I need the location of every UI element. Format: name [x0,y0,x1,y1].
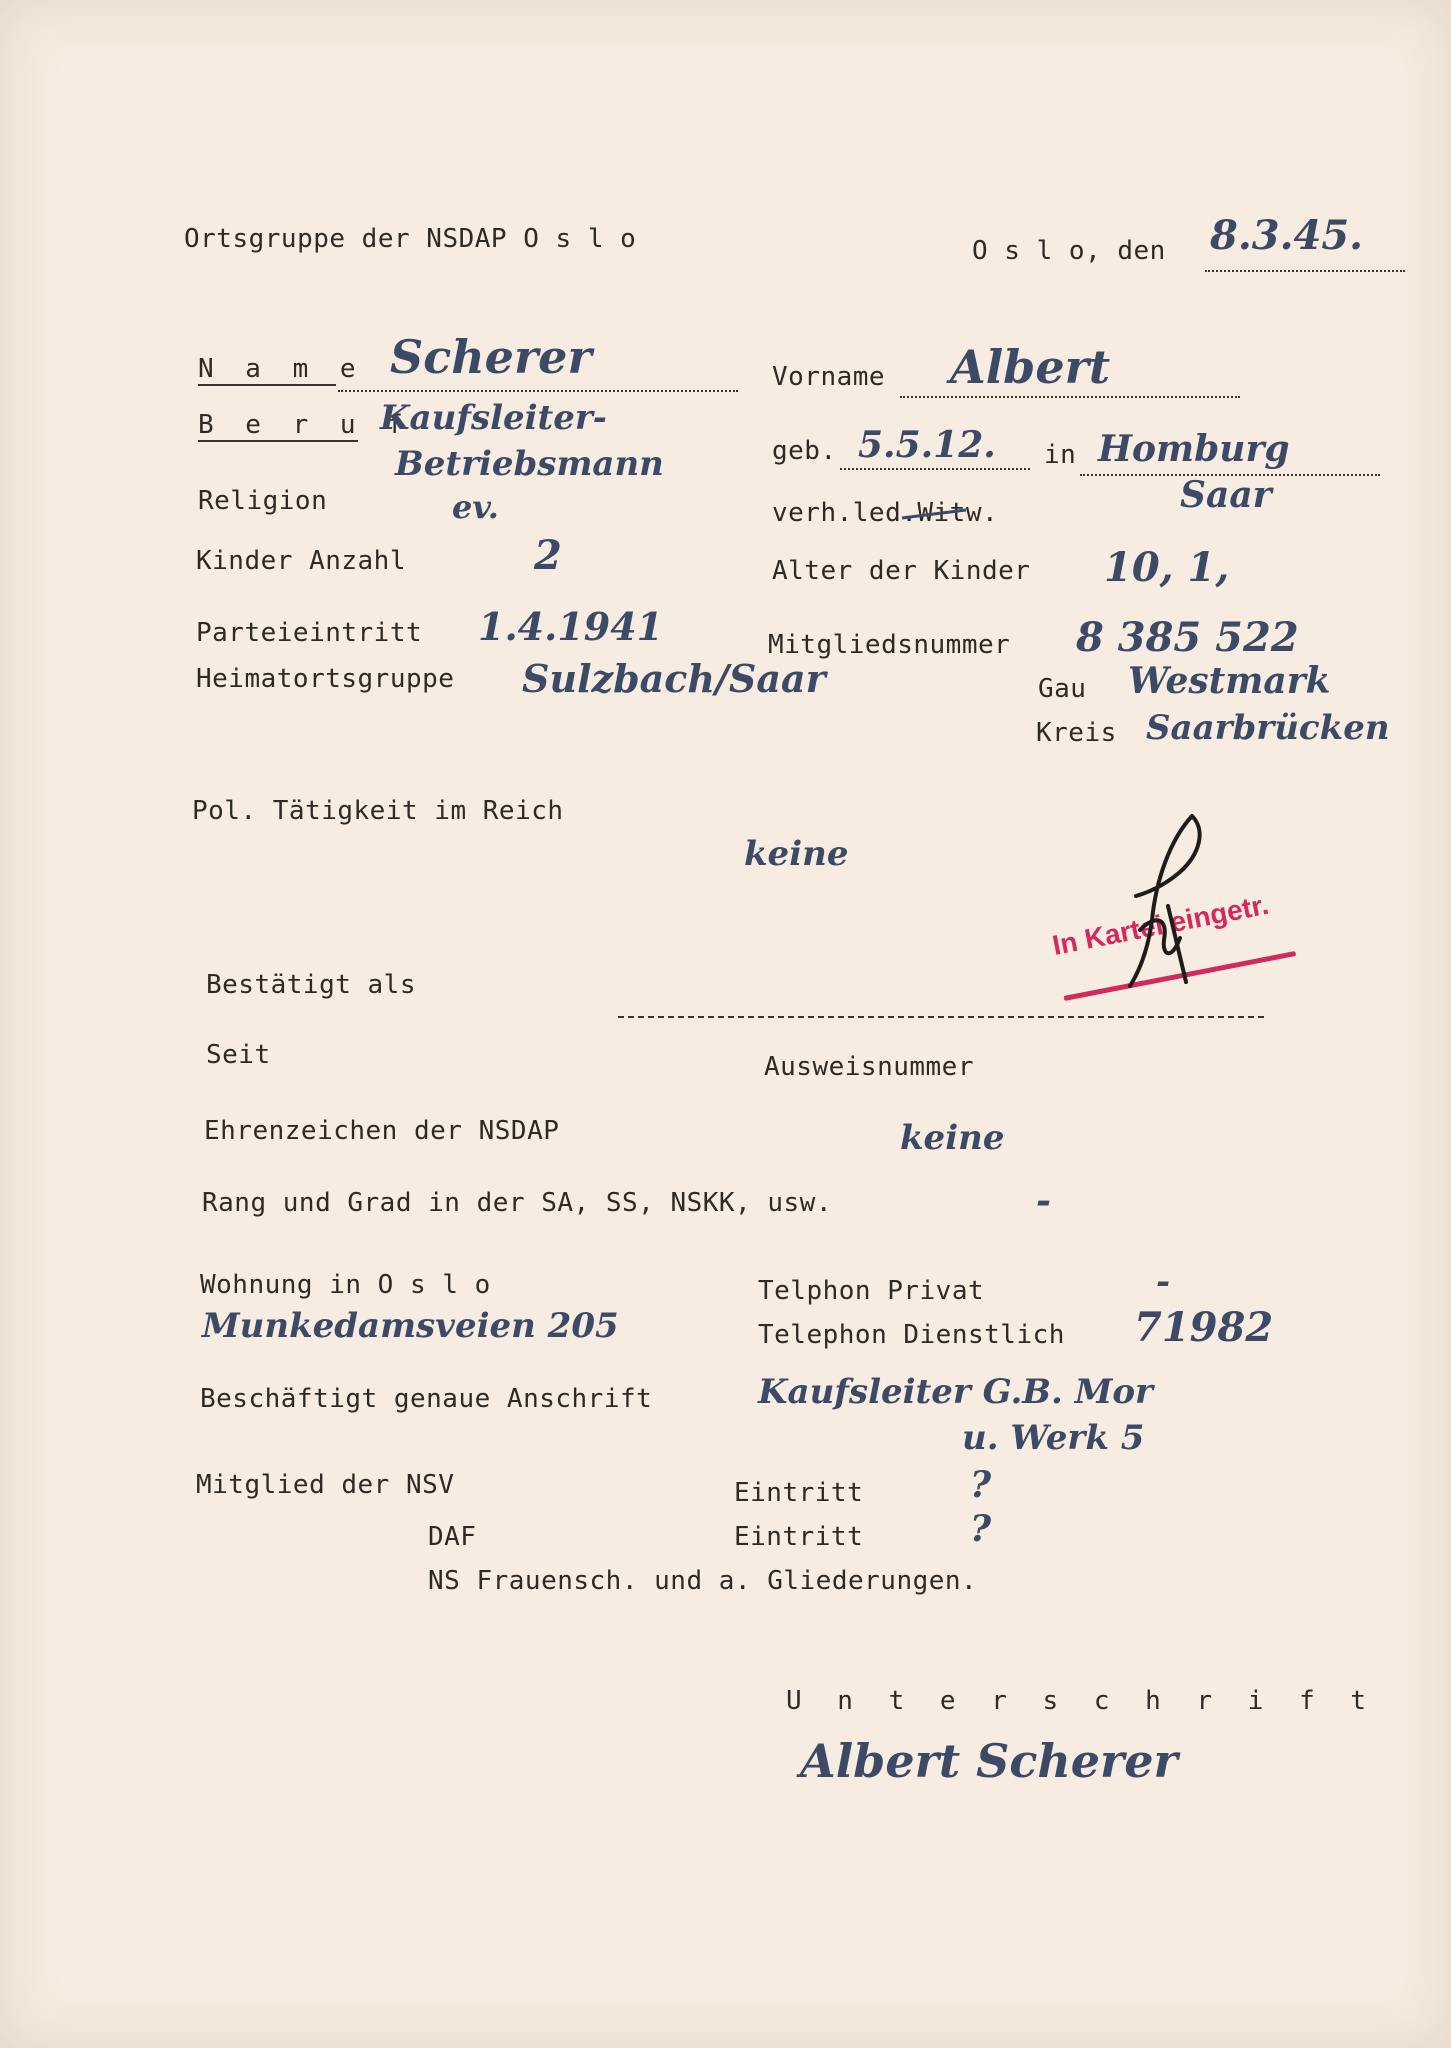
alter-label: Alter der Kinder [772,556,1031,586]
ns-frauensch-label: NS Frauensch. und a. Gliederungen. [428,1566,978,1596]
activity-label: Pol. Tätigkeit im Reich [192,796,564,826]
name-value: Scherer [390,330,592,384]
parteieintritt-value: 1.4.1941 [478,604,664,649]
alter-value: 10, 1, [1104,544,1230,591]
in-label: in [1044,440,1077,470]
religion-label: Religion [198,486,328,516]
date-dotline [1205,270,1405,272]
kreis-value: Saarbrücken [1146,708,1390,748]
ehren-value: keine [900,1118,1005,1158]
place-label: O s l o, den [972,236,1166,266]
besch-label: Beschäftigt genaue Anschrift [200,1384,653,1414]
heimat-value: Sulzbach/Saar [522,656,826,701]
name-label: N a m e [198,354,364,384]
tel-dienst-label: Telephon Dienstlich [758,1320,1065,1350]
marital-strikethrough [900,500,970,530]
vorname-value: Albert [950,340,1111,394]
date-value: 8.3.45. [1210,212,1364,259]
signature-value: Albert Scherer [800,1734,1178,1788]
official-initials-signature [1110,810,1220,1000]
beruf-underline [198,440,358,442]
mitglied-value: 8 385 522 [1076,614,1299,661]
birthplace-line1: Homburg [1098,428,1290,470]
tel-privat-label: Telphon Privat [758,1276,985,1306]
wohnung-value: Munkedamsveien 205 [202,1306,619,1346]
parteieintritt-label: Parteieintritt [196,618,423,648]
name-underline [198,384,336,386]
signature-label: U n t e r s c h r i f t [786,1686,1377,1716]
bestaetigt-dashline [618,1016,1264,1018]
tel-privat-value: - [1156,1262,1171,1302]
rang-label: Rang und Grad in der SA, SS, NSKK, usw. [202,1188,832,1218]
beruf-label: B e r u f [198,410,411,440]
eintritt-value-1: ? [970,1464,992,1506]
org-header: Ortsgruppe der NSDAP O s l o [184,224,637,254]
ehren-label: Ehrenzeichen der NSDAP [204,1116,560,1146]
marital-label: verh.led.Witw. [772,498,999,528]
nsv-label: Mitglied der NSV [196,1470,455,1500]
besch-value-line2: u. Werk 5 [962,1418,1145,1458]
birthplace-line2: Saar [1180,474,1272,516]
eintritt-label-2: Eintritt [734,1522,864,1552]
bestaetigt-label: Bestätigt als [206,970,416,1000]
kartei-stamp: In Kartei eingetr. [1049,888,1272,962]
eintritt-value-2: ? [970,1508,992,1550]
gau-value: Westmark [1128,660,1331,702]
beruf-value-line2: Betriebsmann [395,444,664,484]
activity-value: keine [744,834,849,874]
geb-value: 5.5.12. [858,424,996,466]
ausweis-label: Ausweisnummer [764,1052,974,1082]
beruf-value-line1: Kaufsleiter- [380,398,607,438]
kreis-label: Kreis [1036,718,1117,748]
vorname-label: Vorname [772,362,886,392]
heimat-label: Heimatortsgruppe [196,664,455,694]
besch-value-line1: Kaufsleiter G.B. Mor [758,1372,1153,1412]
vorname-dotline [900,396,1240,398]
geb-label: geb. [772,436,837,466]
daf-label: DAF [428,1522,477,1552]
wohnung-label: Wohnung in O s l o [200,1270,491,1300]
religion-value: ev. [452,488,499,526]
name-dotline [338,390,738,392]
rang-value: - [1036,1180,1051,1222]
eintritt-label-1: Eintritt [734,1478,864,1508]
gau-label: Gau [1038,674,1087,704]
geb-dotline [840,468,1030,470]
kinder-label: Kinder Anzahl [196,546,406,576]
seit-label: Seit [206,1040,271,1070]
tel-dienst-value: 71982 [1134,1304,1274,1351]
mitglied-label: Mitgliedsnummer [768,630,1011,660]
kinder-value: 2 [534,532,562,579]
